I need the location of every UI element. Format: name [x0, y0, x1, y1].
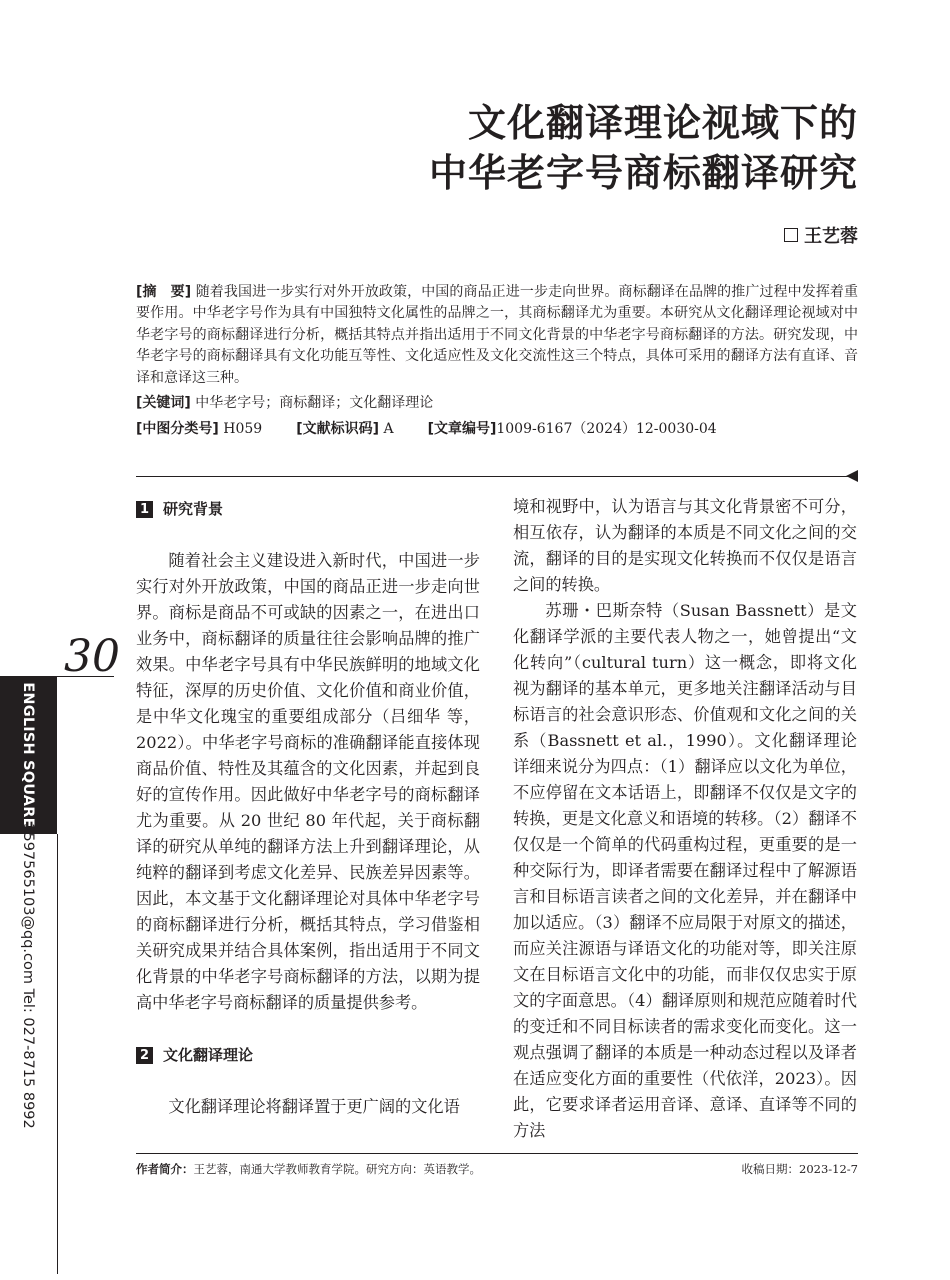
footnote: [136, 1160, 858, 1178]
margin-rule: [57, 834, 58, 1274]
author-line: [784, 222, 858, 248]
abstract-text: 随着我国进一步实行对外开放政策，中国的商品正进一步走向世界。商标翻译在品牌的推广过程中发挥着重要作用。中华老字号作为具有中国独特文化属性的品牌之一，其商标翻译尤为重要。本研究从文化翻译理论视域对中华老字号的商标翻译进行分析，概括其特点并指出适用于不同文化背景的中华老字号商标翻译的方法。研究发现，中华老字号的商标翻译具有文化功能互等性、文化适应性及文化交流性这三个特点，具体可采用的翻译方法有直译、音译和意译这三种。: [136, 284, 859, 386]
author-name: 王艺蓉: [804, 226, 858, 247]
section-heading-1: [136, 496, 480, 522]
clc-item: [136, 419, 262, 440]
title-line-1: 文化翻译理论视域下的: [467, 101, 858, 145]
keywords-row: [136, 393, 858, 414]
square-icon: [784, 228, 798, 242]
section-number-2: 2: [136, 1047, 153, 1064]
author-bio-text: 王艺蓉，南通大学教师教育学院。研究方向：英语教学。: [193, 1162, 481, 1176]
left-column: [136, 496, 480, 1120]
footer-divider: [136, 1153, 858, 1154]
article-title: [429, 98, 858, 198]
section-heading-2: [136, 1042, 480, 1068]
section-number-1: 1: [136, 501, 153, 518]
contact-info: 3597565103@qq.com Tel: 027-8715 8992: [20, 823, 36, 1129]
magazine-tab: [0, 676, 57, 834]
title-line-2: 中华老字号商标翻译研究: [428, 151, 858, 195]
article-number-value: 1009-6167（2024）12-0030-04: [496, 421, 717, 438]
article-number-label: [文章编号]: [427, 421, 497, 438]
section-title-1: 研究背景: [163, 500, 224, 518]
right-column: [513, 494, 857, 1144]
article-number-item: [428, 419, 717, 440]
abstract-paragraph: [136, 282, 858, 389]
keywords-text: 中华老字号；商标翻译；文化翻译理论: [195, 395, 434, 412]
abstract-block: [136, 282, 858, 441]
section-2-paragraph-start: 文化翻译理论将翻译置于更广阔的文化语: [168, 1097, 460, 1116]
section-2-paragraph-continued: 境和视野中，认为语言与其文化背景密不可分，相互依存，认为翻译的本质是不同文化之间的交流，翻译的目的是实现文化转换而不仅仅是语言之间的转换。: [513, 497, 857, 594]
page-number-rule: [57, 676, 114, 677]
arrow-left-icon: [846, 470, 858, 482]
magazine-name: ENGLISH SQUARE: [20, 682, 36, 828]
author-bio-label: 作者简介：: [136, 1162, 194, 1176]
keywords-label: [关键词]: [136, 395, 191, 412]
classification-row: [136, 419, 858, 440]
section-1-paragraph: 随着社会主义建设进入新时代，中国进一步实行对外开放政策，中国的商品正进一步走向世界。商标是商品不可或缺的因素之一，在进出口业务中，商标翻译的质量往往会影响品牌的推广效果。中华老字号具有中华民族鲜明的地域文化特征，深厚的历史价值、文化价值和商业价值，是中华文化瑰宝的重要组成部分（吕细华 等，2022）。中华老字号商标的准确翻译能直接体现商品价值、特性及其蕴含的文化因素，并起到良好的宣传作用。因此做好中华老字号的商标翻译尤为重要。从 20 世纪 80 年代起，关于商标翻译的研究从单纯的翻译方法上升到翻译理论，从纯粹的翻译到考虑文化差异、民族差异因素等。因此，本文基于文化翻译理论对具体中华老字号的商标翻译进行分析，概括其特点，学习借鉴相关研究成果并结合具体案例，指出适用于不同文化背景的中华老字号商标翻译的方法，以期为提高中华老字号商标翻译的质量提供参考。: [136, 551, 480, 1012]
clc-label: [中图分类号]: [136, 421, 219, 438]
doc-code-label: [文献标识码]: [296, 421, 379, 438]
section-title-2: 文化翻译理论: [163, 1046, 254, 1064]
author-bio: [136, 1160, 481, 1178]
header-divider: [136, 476, 854, 477]
clc-value: H059: [223, 421, 263, 438]
received-date: 收稿日期：2023-12-7: [741, 1162, 858, 1176]
doc-code-item: [296, 419, 393, 440]
abstract-label: [摘 要]: [136, 284, 192, 300]
page-number: 30: [64, 631, 120, 682]
doc-code-value: A: [383, 421, 394, 438]
section-2-paragraph-2: 苏珊・巴斯奈特（Susan Bassnett）是文化翻译学派的主要代表人物之一，她曾提出“文化转向”（cultural turn）这一概念，即将文化视为翻译的基本单元，更多地关注翻译活动与目标语言的社会意识形态、价值观和文化之间的关系（Bassnett et al.，1990）。文化翻译理论详细来说分为四点：（1）翻译应以文化为单位，不应停留在文本话语上，即翻译不仅仅是文字的转换，更是文化意义和语境的转移。（2）翻译不仅仅是一个简单的代码重构过程，更重要的是一种交际行为，即译者需要在翻译过程中了解源语言和目标语言读者之间的文化差异，并在翻译中加以适应。（3）翻译不应局限于对原文的描述，而应关注源语与译语文化的功能对等，即关注原文在目标语言文化中的功能，而非仅仅忠实于原文的字面意思。（4）翻译原则和规范应随着时代的变迁和不同目标读者的需求变化而变化。这一观点强调了翻译的本质是一种动态过程以及译者在适应变化方面的重要性（代依洋，2023）。因此，它要求译者运用音译、意译、直译等不同的方法: [513, 601, 857, 1140]
